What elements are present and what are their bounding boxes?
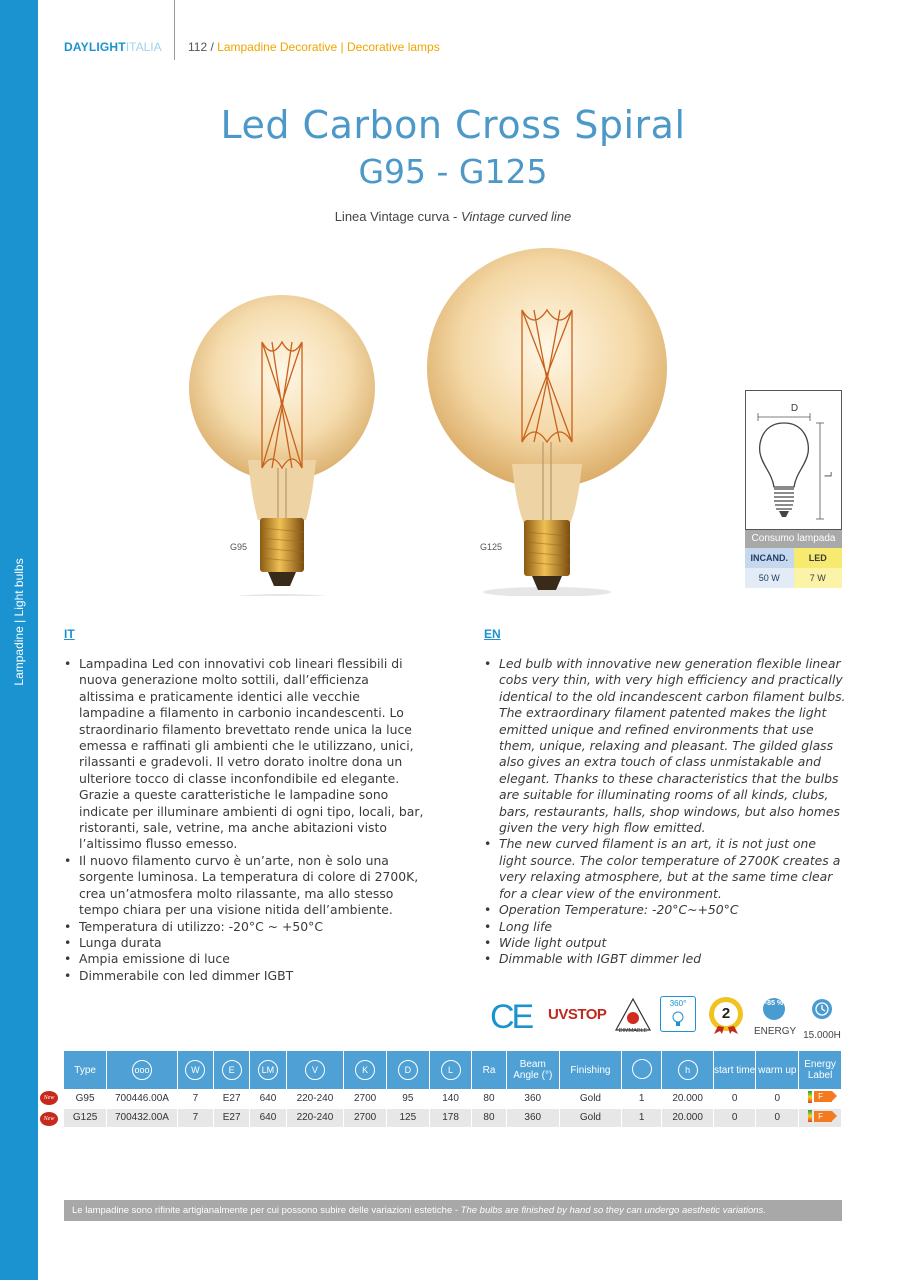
kelvin-icon: K: [355, 1060, 375, 1080]
col-type: Type: [64, 1051, 107, 1089]
dimension-d-label: D: [790, 403, 799, 414]
cell-beam-angle: 360: [506, 1108, 559, 1127]
cell-watt: 7: [177, 1089, 213, 1108]
dimension-diagram: [745, 390, 842, 530]
dimmable-icon: [614, 996, 652, 1038]
col-length: [429, 1051, 472, 1089]
en-bullet: • The new curved filament is an art, it is not just one light source. The color temperature of 2700K creates a very relaxing atmosphere, but at the same time clear for a clear view of the environment.: [484, 836, 846, 902]
header-divider: [174, 0, 175, 60]
cell-type: G125: [64, 1108, 107, 1127]
watt-icon: W: [185, 1060, 205, 1080]
col-kelvin: [344, 1051, 387, 1089]
table-row: [64, 1089, 842, 1108]
cell-hours: 20.000: [662, 1108, 713, 1127]
warranty-icon: [708, 996, 744, 1038]
hours-icon: h: [678, 1060, 698, 1080]
col-beam-angle: Beam Angle (°): [506, 1051, 559, 1089]
cell-voltage: 220-240: [286, 1108, 344, 1127]
bulb-outline-icon: [746, 391, 843, 531]
footer-en: The bulbs are finished by hand so they can undergo aesthetic variations.: [460, 1205, 766, 1216]
footer-it: Le lampadine sono rifinite artigianalmente per cui possono subire delle variazioni estetiche -: [72, 1205, 461, 1216]
dimmable-caption: DIMMABLE: [618, 1028, 648, 1034]
tagline-en: Vintage curved line: [460, 209, 572, 224]
cell-warm-up: 0: [756, 1089, 799, 1108]
dimension-l-label: L: [823, 471, 835, 478]
voltage-icon: V: [305, 1060, 325, 1080]
col-energy-label: Energy Label: [799, 1051, 842, 1089]
led-value: 7 W: [794, 568, 843, 588]
cell-energy-label: [799, 1089, 842, 1108]
cell-lumen: 640: [250, 1089, 286, 1108]
it-bullet: • Lampadina Led con innovativi cob lineari flessibili di nuova generazione molto sottili, dall’efficienza altissima e praticamente identici alle vecchie lampadine a filamento in carbonio incandescenti. Lo straordinario filamento brevettato rende unica la luce emessa e raffinati gli ambienti che le utilizzano, unici, rilassanti e gradevoli. Il vetro dorato inoltre dona un ulteriore tocco di classe inconfondibile ed elegante. Grazie a queste caratteristiche le lampadine sono indicate per illuminare ambienti di ogni tipo, locali, bar, ristoranti, sale, vetrine, ma anche abitazioni visto l’altissimo flusso emesso.: [64, 656, 426, 853]
warranty-years: 2: [721, 1005, 731, 1022]
col-start-time: start time: [713, 1051, 756, 1089]
consumption-title: Consumo lampada: [745, 530, 842, 548]
cell-start-time: 0: [713, 1108, 756, 1127]
uvstop-text: UVSTOP: [548, 1006, 607, 1023]
cell-ra: 80: [472, 1108, 506, 1127]
cell-kelvin: 2700: [344, 1108, 387, 1127]
col-code: [107, 1051, 177, 1089]
cell-diameter: 95: [386, 1089, 429, 1108]
cell-energy-label: [799, 1108, 842, 1127]
energy-class: F: [814, 1091, 832, 1102]
cell-beam-angle: 360: [506, 1089, 559, 1108]
page-title: Led Carbon Cross Spiral: [220, 103, 686, 147]
col-voltage: [286, 1051, 344, 1089]
cell-lumen: 640: [250, 1108, 286, 1127]
cell-hours: 20.000: [662, 1089, 713, 1108]
section-link[interactable]: Lampadine Decorative | Decorative lamps: [217, 40, 440, 54]
product-table: [64, 1051, 842, 1127]
bulb-g125-label: G125: [480, 542, 503, 552]
cell-socket: E27: [214, 1108, 250, 1127]
length-icon: L: [441, 1060, 461, 1080]
energy-saving-icon: [754, 998, 797, 1037]
energy-saving-value: -85 %: [763, 998, 785, 1020]
it-heading: IT: [64, 627, 75, 641]
col-ra: Ra: [472, 1051, 506, 1089]
incandescent-value: 50 W: [745, 568, 794, 588]
it-bullet: • Dimmerabile con led dimmer IGBT: [64, 968, 426, 984]
en-bullet: • Operation Temperature: -20°C~+50°C: [484, 902, 846, 918]
col-box: [621, 1051, 662, 1089]
hours-caption: 15.000H: [803, 1030, 841, 1041]
en-bullet: • Long life: [484, 919, 846, 935]
diameter-icon: D: [398, 1060, 418, 1080]
cell-warm-up: 0: [756, 1108, 799, 1127]
energy-label-icon: [808, 1110, 832, 1122]
brand-sub: ITALIA: [125, 40, 162, 54]
cell-box: 1: [621, 1089, 662, 1108]
table-row: [64, 1108, 842, 1127]
cell-code: 700432.00A: [107, 1108, 177, 1127]
cell-ra: 80: [472, 1089, 506, 1108]
cell-box: 1: [621, 1108, 662, 1127]
brand-main: DAYLIGHT: [64, 40, 126, 54]
en-heading: EN: [484, 627, 501, 641]
col-socket: [214, 1051, 250, 1089]
bulb-g95-image: [186, 290, 378, 596]
socket-icon: E: [222, 1060, 242, 1080]
uvstop-icon: [548, 1006, 606, 1023]
tagline: [0, 209, 906, 224]
en-bullet: • Wide light output: [484, 935, 846, 951]
energy-label-icon: [808, 1091, 832, 1103]
col-hours: [662, 1051, 713, 1089]
bulb-g125-image: [424, 244, 670, 596]
cell-length: 178: [429, 1108, 472, 1127]
col-warm-up: warm up: [756, 1051, 799, 1089]
sidebar-text: Lampadine | Light bulbs: [12, 558, 26, 686]
code-icon: ooo: [132, 1060, 152, 1080]
cell-watt: 7: [177, 1108, 213, 1127]
col-diameter: [386, 1051, 429, 1089]
en-bullet: • Dimmable with IGBT dimmer led: [484, 951, 846, 967]
consumption-table: [745, 530, 842, 588]
cell-type: G95: [64, 1089, 107, 1108]
brand-logo: [64, 40, 162, 54]
page-subtitle: G95 - G125: [358, 152, 548, 191]
table-header-row: [64, 1051, 842, 1089]
en-description: [484, 656, 846, 968]
beam-360-text: 360°: [669, 999, 687, 1008]
certification-icons: [490, 996, 842, 1040]
box-icon: [632, 1059, 652, 1079]
it-bullet: • Lunga durata: [64, 935, 426, 951]
it-description: [64, 656, 426, 984]
cell-socket: E27: [214, 1089, 250, 1108]
en-bullet: • Led bulb with innovative new generation flexible linear cobs very thin, with very high efficiency and practically identical to the old incandescent carbon filament bulbs. The extraordinary filament patented makes the light emitted unique and refined environments that use them, unique, relaxing and pleasant. The gilded glass also gives an extra touch of class unmistakable and elegant. Thanks to these characteristics that the bulbs are suitable for illuminating rooms of all kinds, clubs, bars, restaurants, halls, shop windows, but also homes given the very high flow emitted.: [484, 656, 846, 836]
col-finishing: Finishing: [559, 1051, 621, 1089]
it-bullet: • Il nuovo filamento curvo è un’arte, non è solo una sorgente luminosa. La temperatura di colore di 2700K, crea un’atmosfera molto rilassante, ma allo stesso tempo chiara per una visione nitida dell’ambiente.: [64, 853, 426, 919]
new-badge-icon: New: [40, 1112, 58, 1126]
footer-note: [64, 1200, 842, 1221]
it-bullet: • Temperatura di utilizzo: -20°C ~ +50°C: [64, 919, 426, 935]
beam-360-icon: [660, 996, 696, 1032]
new-badge-icon: New: [40, 1091, 58, 1105]
breadcrumb: [188, 40, 440, 54]
lifetime-hours-icon: [800, 998, 844, 1041]
cell-voltage: 220-240: [286, 1089, 344, 1108]
col-lumen: [250, 1051, 286, 1089]
bulb-g95-label: G95: [230, 542, 248, 552]
incandescent-label: INCAND.: [745, 548, 794, 568]
cell-start-time: 0: [713, 1089, 756, 1108]
lumen-icon: LM: [258, 1060, 278, 1080]
cell-diameter: 125: [386, 1108, 429, 1127]
led-label: LED: [794, 548, 843, 568]
energy-caption: ENERGY: [754, 1026, 797, 1037]
energy-class: F: [814, 1111, 832, 1122]
cell-finishing: Gold: [559, 1089, 621, 1108]
cell-length: 140: [429, 1089, 472, 1108]
it-bullet: • Ampia emissione di luce: [64, 951, 426, 967]
ce-mark-text: CE: [490, 998, 532, 1036]
page-number: 112 /: [188, 40, 218, 54]
cell-kelvin: 2700: [344, 1089, 387, 1108]
col-watt: [177, 1051, 213, 1089]
cell-code: 700446.00A: [107, 1089, 177, 1108]
cell-finishing: Gold: [559, 1108, 621, 1127]
tagline-it: Linea Vintage curva -: [334, 209, 461, 224]
ce-mark-icon: [490, 1000, 531, 1034]
